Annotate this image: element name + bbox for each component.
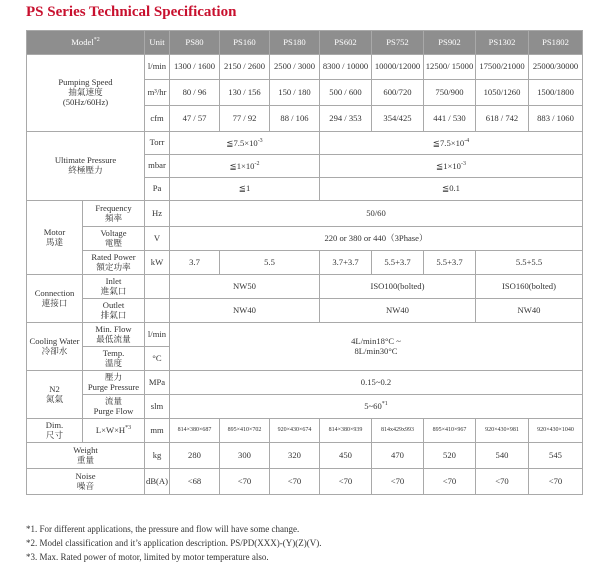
- table-cell: 280: [170, 443, 220, 469]
- table-cell: 5.5: [220, 251, 320, 275]
- page-title: PS Series Technical Specification: [26, 4, 237, 20]
- table-cell: m³/hr: [145, 80, 170, 106]
- noise-label: Noise 噪音: [27, 469, 145, 495]
- table-cell: NW50: [170, 275, 320, 299]
- table-cell: kg: [145, 443, 170, 469]
- model-col: PS80: [170, 31, 220, 55]
- table-cell: ISO100(bolted): [320, 275, 476, 299]
- header-row: [27, 31, 583, 55]
- table-cell: 88 / 106: [270, 106, 320, 132]
- table-cell: <68: [170, 469, 220, 495]
- table-cell: 130 / 156: [220, 80, 270, 106]
- spec-table: [26, 30, 583, 495]
- table-cell: 47 / 57: [170, 106, 220, 132]
- table-cell: 540: [476, 443, 529, 469]
- table-cell: 895×410×702: [220, 419, 270, 443]
- table-cell: 883 / 1060: [529, 106, 583, 132]
- table-cell: slm: [145, 395, 170, 419]
- table-cell: 2150 / 2600: [220, 55, 270, 80]
- table-cell: cfm: [145, 106, 170, 132]
- table-cell: Hz: [145, 201, 170, 227]
- table-cell: 320: [270, 443, 320, 469]
- connection-row: [27, 299, 583, 323]
- table-cell: 618 / 742: [476, 106, 529, 132]
- table-cell: 895×410×967: [424, 419, 476, 443]
- ultimate-label: Ultimate Pressure 終極壓力: [27, 132, 145, 201]
- table-cell: NW40: [170, 299, 320, 323]
- n2-row: [27, 395, 583, 419]
- table-cell: 294 / 353: [320, 106, 372, 132]
- table-cell: MPa: [145, 371, 170, 395]
- table-cell: mbar: [145, 155, 170, 178]
- table-cell: V: [145, 227, 170, 251]
- table-cell: 354/425: [372, 106, 424, 132]
- table-cell: ≦1: [170, 178, 320, 201]
- table-cell: kW: [145, 251, 170, 275]
- model-col: PS1802: [529, 31, 583, 55]
- table-cell: 80 / 96: [170, 80, 220, 106]
- table-cell: 10000/12000: [372, 55, 424, 80]
- table-cell: 441 / 530: [424, 106, 476, 132]
- n2-row: [27, 371, 583, 395]
- motor-row: [27, 251, 583, 275]
- table-cell: $≦7.5\times 10^{-3}$: [170, 132, 320, 155]
- motor-row: [27, 201, 583, 227]
- table-cell: mm: [145, 419, 170, 443]
- table-cell: 920×430×674: [270, 419, 320, 443]
- table-cell: NW40: [476, 299, 583, 323]
- footnote-2: *2. Model classification and it’s application description. PS/PD(XXX)-(Y)(Z)(V).: [26, 538, 322, 548]
- model-col: PS902: [424, 31, 476, 55]
- table-cell: 5.5+5.5: [476, 251, 583, 275]
- table-cell: l/min: [145, 323, 170, 347]
- table-cell: [145, 299, 170, 323]
- table-cell: 814x429x993: [372, 419, 424, 443]
- table-cell: <70: [372, 469, 424, 495]
- model-col: PS602: [320, 31, 372, 55]
- ultimate-row: [27, 132, 583, 155]
- table-cell: 8300 / 10000: [320, 55, 372, 80]
- table-cell: $≦1\times 10^{-2}$: [170, 155, 320, 178]
- footnote-1: *1. For different applications, the pressure and flow will have some change.: [26, 524, 300, 534]
- table-cell: 5.5+3.7: [372, 251, 424, 275]
- footnote-3: *3. Max. Rated power of motor, limited by motor temperature also.: [26, 552, 269, 562]
- table-cell: 545: [529, 443, 583, 469]
- table-cell: Frequency 頻率: [83, 201, 145, 227]
- model-col: PS180: [270, 31, 320, 55]
- table-cell: <70: [320, 469, 372, 495]
- table-cell: NW40: [320, 299, 476, 323]
- table-cell: 12500/ 15000: [424, 55, 476, 80]
- dim-row: [27, 419, 583, 443]
- table-cell: 520: [424, 443, 476, 469]
- table-cell: [145, 275, 170, 299]
- table-cell: 920×430×1040: [529, 419, 583, 443]
- n2-label: N2 氮氣: [27, 371, 83, 419]
- table-cell: 470: [372, 443, 424, 469]
- table-cell: °C: [145, 347, 170, 371]
- table-cell: 流量 Purge Flow: [83, 395, 145, 419]
- table-cell: l/min: [145, 55, 170, 80]
- motor-row: [27, 227, 583, 251]
- table-cell: 814×380×687: [170, 419, 220, 443]
- table-cell: 1500/1800: [529, 80, 583, 106]
- table-cell: 814×380×939: [320, 419, 372, 443]
- table-cell: ISO160(bolted): [476, 275, 583, 299]
- table-cell: Inlet 進氣口: [83, 275, 145, 299]
- table-cell: 17500/21000: [476, 55, 529, 80]
- table-cell: 300: [220, 443, 270, 469]
- table-cell: Pa: [145, 178, 170, 201]
- table-cell: $≦7.5\times 10^{-4}$: [320, 132, 583, 155]
- table-cell: <70: [270, 469, 320, 495]
- table-cell: 77 / 92: [220, 106, 270, 132]
- model-col: PS1302: [476, 31, 529, 55]
- cooling-label: Cooling Water 冷卻水: [27, 323, 83, 371]
- table-cell: 150 / 180: [270, 80, 320, 106]
- table-cell: 5~60$^{*1}$: [170, 395, 583, 419]
- table-cell: Min. Flow 最低流量: [83, 323, 145, 347]
- noise-row: [27, 469, 583, 495]
- dim-label: Dim. 尺寸: [27, 419, 83, 443]
- table-cell: Rated Power 額定功率: [83, 251, 145, 275]
- table-cell: <70: [220, 469, 270, 495]
- table-cell: Outlet 排氣口: [83, 299, 145, 323]
- unit-header: Unit: [145, 31, 170, 55]
- table-cell: 3.7: [170, 251, 220, 275]
- cooling-row: [27, 323, 583, 347]
- connection-row: [27, 275, 583, 299]
- weight-row: [27, 443, 583, 469]
- table-cell: 500 / 600: [320, 80, 372, 106]
- table-cell: 0.15~0.2: [170, 371, 583, 395]
- pumping-row: [27, 55, 583, 80]
- table-cell: 750/900: [424, 80, 476, 106]
- weight-label: Weight 重量: [27, 443, 145, 469]
- table-cell: 600/720: [372, 80, 424, 106]
- table-cell: $L\times W\times H^{*3}$: [83, 419, 145, 443]
- table-cell: 壓力 Purge Pressure: [83, 371, 145, 395]
- connection-label: Connection 連接口: [27, 275, 83, 323]
- table-cell: Voltage 電壓: [83, 227, 145, 251]
- table-cell: 920×430×981: [476, 419, 529, 443]
- table-cell: ≦0.1: [320, 178, 583, 201]
- model-col: PS752: [372, 31, 424, 55]
- table-cell: 2500 / 3000: [270, 55, 320, 80]
- table-cell: 4L/min18°C ~ 8L/min30°C: [170, 323, 583, 371]
- table-cell: $≦1\times 10^{-3}$: [320, 155, 583, 178]
- table-cell: 25000/30000: [529, 55, 583, 80]
- table-cell: Torr: [145, 132, 170, 155]
- table-cell: 1050/1260: [476, 80, 529, 106]
- table-cell: 1300 / 1600: [170, 55, 220, 80]
- model-header: Model$^{*2}$: [27, 31, 145, 55]
- table-cell: <70: [529, 469, 583, 495]
- table-cell: Temp. 溫度: [83, 347, 145, 371]
- model-col: PS160: [220, 31, 270, 55]
- table-cell: 3.7+3.7: [320, 251, 372, 275]
- pumping-label: Pumping Speed 抽氣速度 (50Hz/60Hz): [27, 55, 145, 132]
- table-cell: <70: [424, 469, 476, 495]
- table-cell: dB(A): [145, 469, 170, 495]
- table-cell: 450: [320, 443, 372, 469]
- table-cell: <70: [476, 469, 529, 495]
- table-cell: 50/60: [170, 201, 583, 227]
- table-cell: 220 or 380 or 440（3Phase）: [170, 227, 583, 251]
- table-cell: 5.5+3.7: [424, 251, 476, 275]
- motor-label: Motor 馬達: [27, 201, 83, 275]
